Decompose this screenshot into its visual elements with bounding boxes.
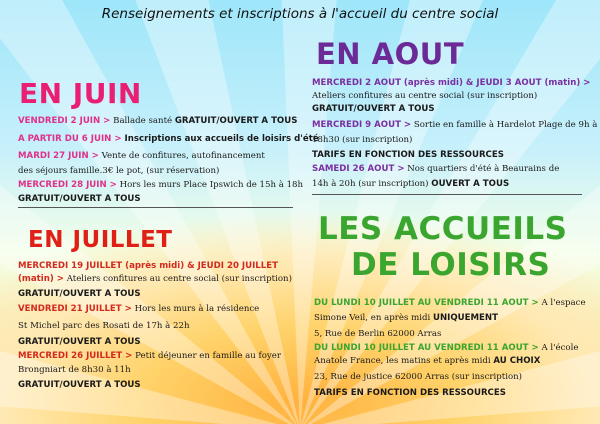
aout-line-2: Ateliers confitures au centre social (sur inscription) [312, 91, 538, 101]
title-juillet: EN JUILLET [28, 227, 173, 253]
juin-line-2: A PARTIR DU 6 JUIN > Inscriptions aux accueils de loisirs d'été [18, 134, 319, 144]
juin-line-1: VENDREDI 2 JUIN > Ballade santé GRATUIT/OUVERT A TOUS [18, 116, 298, 126]
divider-juin [18, 207, 293, 208]
accueils-line-3: 5, Rue de Berlin 62000 Arras [314, 329, 442, 339]
accueils-line-6: 23, Rue de justice 62000 Arras (sur inscription) [314, 372, 523, 382]
title-aout: EN AOUT [316, 37, 465, 71]
juillet-line-2: (matin) > Ateliers confitures au centre social (sur inscription) [18, 274, 292, 284]
aout-line-4: MERCREDI 9 AOUT > Sortie en famille à Hardelot Plage de 9h à [312, 120, 598, 130]
juillet-line-4: VENDREDI 21 JUILLET > Hors les murs à la résidence [18, 304, 260, 314]
aout-line-3: GRATUIT/OUVERT A TOUS [312, 104, 435, 114]
title-accueils: LES ACCUEILS [318, 211, 568, 247]
header-info: Renseignements et inscriptions à l'accueil du centre social [101, 6, 499, 22]
juillet-line-1: MERCREDI 19 JUILLET (après midi) & JEUDI 20 JUILLET [18, 261, 278, 271]
accueils-line-7: TARIFS EN FONCTION DES RESSOURCES [314, 388, 506, 398]
juin-line-5: MERCREDI 28 JUIN > Hors les murs Place Ipswich de 15h à 18h [18, 180, 304, 190]
divider-aout [312, 194, 582, 195]
aout-line-7: SAMEDI 26 AOUT > Nos quartiers d'été à Beaurains de [312, 164, 560, 174]
juillet-line-9: GRATUIT/OUVERT A TOUS [18, 380, 141, 390]
accueils-line-4: DU LUNDI 10 JUILLET AU VENDREDI 11 AOUT > A l'école [314, 343, 579, 353]
accueils-line-2: Simone Veil, en après midi UNIQUEMENT [314, 313, 498, 323]
juillet-line-5: St Michel parc des Rosati de 17h à 22h [18, 321, 190, 331]
juillet-line-6: GRATUIT/OUVERT A TOUS [18, 337, 141, 347]
aout-line-8: 14h à 20h (sur inscription) OUVERT A TOUS [312, 179, 510, 189]
accueils-line-1: DU LUNDI 10 JUILLET AU VENDREDI 11 AOUT > A l'espace [314, 298, 586, 308]
accueils-line-5: Anatole France, les matins et après midi AU CHOIX [314, 356, 541, 366]
aout-line-5: 18h30 (sur inscription) [312, 135, 413, 145]
juillet-line-3: GRATUIT/OUVERT A TOUS [18, 289, 141, 299]
title-loisirs: DE LOISIRS [351, 247, 551, 283]
aout-line-6: TARIFS EN FONCTION DES RESSOURCES [312, 150, 504, 160]
juillet-line-8: Brongniart de 8h30 à 11h [18, 365, 131, 375]
title-juin: EN JUIN [19, 77, 142, 110]
juin-line-6: GRATUIT/OUVERT A TOUS [18, 194, 141, 204]
aout-line-1: MERCREDI 2 AOUT (après midi) & JEUDI 3 AOUT (matin) > [312, 78, 591, 88]
juin-line-4: des séjours famille.3€ le pot, (sur réservation) [18, 166, 220, 176]
juin-line-3: MARDI 27 JUIN > Vente de confitures, autofinancement [18, 151, 265, 161]
juillet-line-7: MERCREDI 26 JUILLET > Petit déjeuner en famille au foyer [18, 351, 281, 361]
